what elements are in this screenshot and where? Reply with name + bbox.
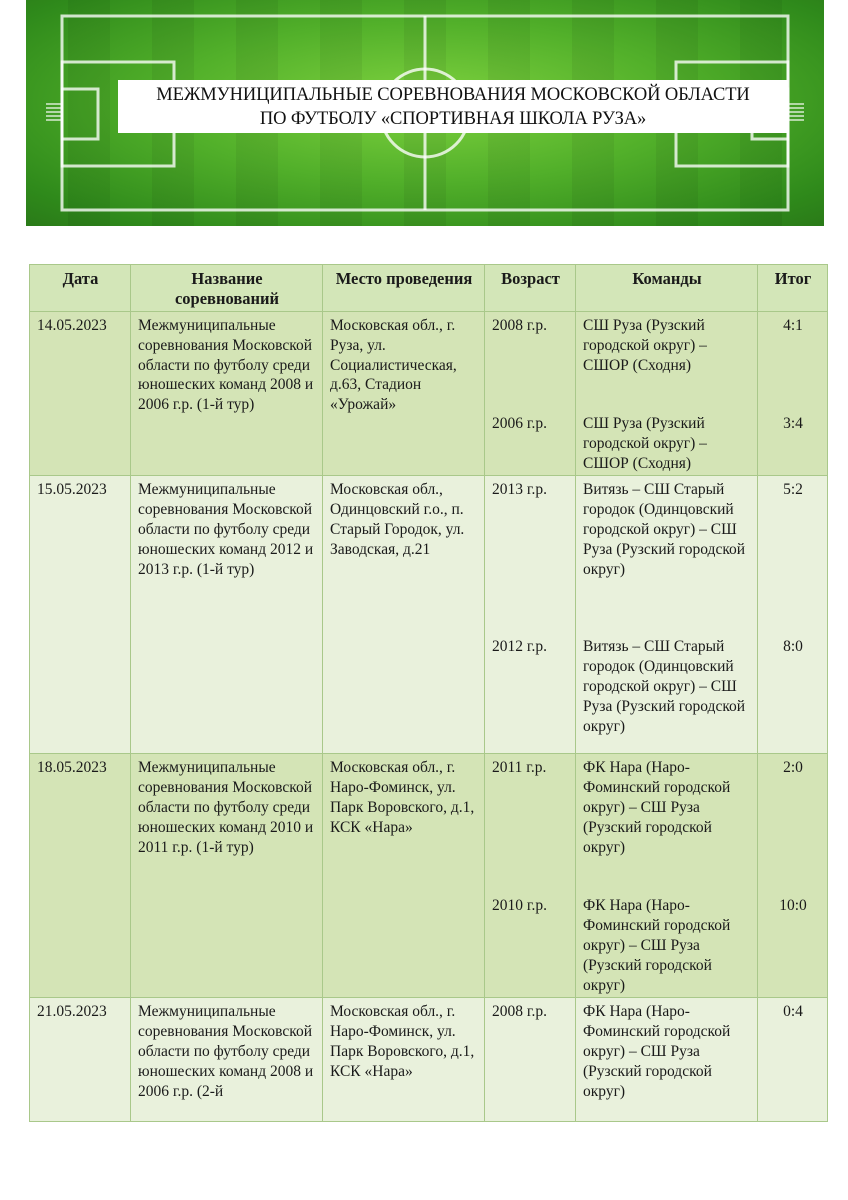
score-value: 2:0 xyxy=(783,759,803,777)
cell-age xyxy=(485,998,576,1122)
score-value: 8:0 xyxy=(783,638,803,656)
teams-value: СШ Руза (Рузский городской округ) – СШОР (Сходня) xyxy=(583,317,707,374)
column-header-result: Итог xyxy=(758,265,828,312)
cell-date: 18.05.2023 xyxy=(30,754,131,998)
table-header-row xyxy=(30,265,828,312)
cell-result xyxy=(758,312,828,476)
table-row xyxy=(30,754,828,998)
score-value: 10:0 xyxy=(779,897,807,915)
table-row xyxy=(30,312,828,476)
cell-date: 15.05.2023 xyxy=(30,476,131,754)
age-value: 2006 г.р. xyxy=(492,414,547,432)
column-header-competition-name: Название соревнований xyxy=(131,265,323,312)
column-header-age: Возраст xyxy=(485,265,576,312)
score-value: 5:2 xyxy=(783,481,803,499)
banner-title-line-2: ПО ФУТБОЛУ «СПОРТИВНАЯ ШКОЛА РУЗА» xyxy=(259,108,647,129)
age-value: 2011 г.р. xyxy=(492,759,547,777)
teams-value: Витязь – СШ Старый городок (Одинцовский городской округ) – СШ Руза (Рузский городской округ) xyxy=(583,481,746,578)
age-value: 2012 г.р. xyxy=(492,638,547,656)
cell-age xyxy=(485,476,576,754)
age-value: 2010 г.р. xyxy=(492,897,547,915)
cell-date: 21.05.2023 xyxy=(30,998,131,1122)
cell-teams xyxy=(576,476,758,754)
cell-result xyxy=(758,998,828,1122)
age-value: 2013 г.р. xyxy=(492,481,547,499)
cell-competition-name: Межмуниципальные соревнования Московской области по футболу среди юношеских команд 2008 и 2006 г.р. (1-й тур) xyxy=(131,312,323,476)
cell-competition-name: Межмуниципальные соревнования Московской области по футболу среди юношеских команд 2012 и 2013 г.р. (1-й тур) xyxy=(131,476,323,754)
competition-schedule-table xyxy=(29,264,828,1122)
banner-title-box xyxy=(118,80,788,133)
cell-age xyxy=(485,754,576,998)
score-value: 0:4 xyxy=(783,1003,803,1021)
football-field-banner xyxy=(26,0,824,226)
cell-teams xyxy=(576,998,758,1122)
cell-venue: Московская обл., г. Наро-Фоминск, ул. Парк Воровского, д.1, КСК «Нара» xyxy=(323,754,485,998)
cell-age xyxy=(485,312,576,476)
cell-teams xyxy=(576,312,758,476)
table-row xyxy=(30,476,828,754)
table-row xyxy=(30,998,828,1122)
age-value: 2008 г.р. xyxy=(492,317,547,334)
teams-value: ФК Нара (Наро-Фоминский городской округ) – СШ Руза (Рузский городской округ) xyxy=(583,897,731,994)
cell-result xyxy=(758,754,828,998)
cell-competition-name: Межмуниципальные соревнования Московской области по футболу среди юношеских команд 2008 и 2006 г.р. (2-й xyxy=(131,998,323,1122)
cell-venue: Московская обл., г. Наро-Фоминск, ул. Парк Воровского, д.1, КСК «Нара» xyxy=(323,998,485,1122)
cell-result xyxy=(758,476,828,754)
left-goal-area xyxy=(62,89,98,139)
teams-value: ФК Нара (Наро-Фоминский городской округ) – СШ Руза (Рузский городской округ) xyxy=(583,1003,731,1100)
cell-date: 14.05.2023 xyxy=(30,312,131,476)
cell-venue: Московская обл., г. Руза, ул. Социалистическая, д.63, Стадион «Урожай» xyxy=(323,312,485,476)
age-value: 2008 г.р. xyxy=(492,1003,547,1021)
banner-title-line-1: МЕЖМУНИЦИПАЛЬНЫЕ СОРЕВНОВАНИЯ МОСКОВСКОЙ ОБЛАСТИ xyxy=(156,84,750,105)
column-header-date: Дата xyxy=(30,265,131,312)
cell-venue: Московская обл., Одинцовский г.о., п. Старый Городок, ул. Заводская, д.21 xyxy=(323,476,485,754)
column-header-venue: Место проведения xyxy=(323,265,485,312)
column-header-teams: Команды xyxy=(576,265,758,312)
score-value: 3:4 xyxy=(783,414,803,432)
teams-value: Витязь – СШ Старый городок (Одинцовский городской округ) – СШ Руза (Рузский городской округ) xyxy=(583,638,746,735)
teams-value: ФК Нара (Наро-Фоминский городской округ) – СШ Руза (Рузский городской округ) xyxy=(583,759,731,856)
cell-teams xyxy=(576,754,758,998)
teams-value: СШ Руза (Рузский городской округ) – СШОР (Сходня) xyxy=(583,415,707,472)
cell-competition-name: Межмуниципальные соревнования Московской области по футболу среди юношеских команд 2010 и 2011 г.р. (1-й тур) xyxy=(131,754,323,998)
score-value: 4:1 xyxy=(783,317,803,334)
